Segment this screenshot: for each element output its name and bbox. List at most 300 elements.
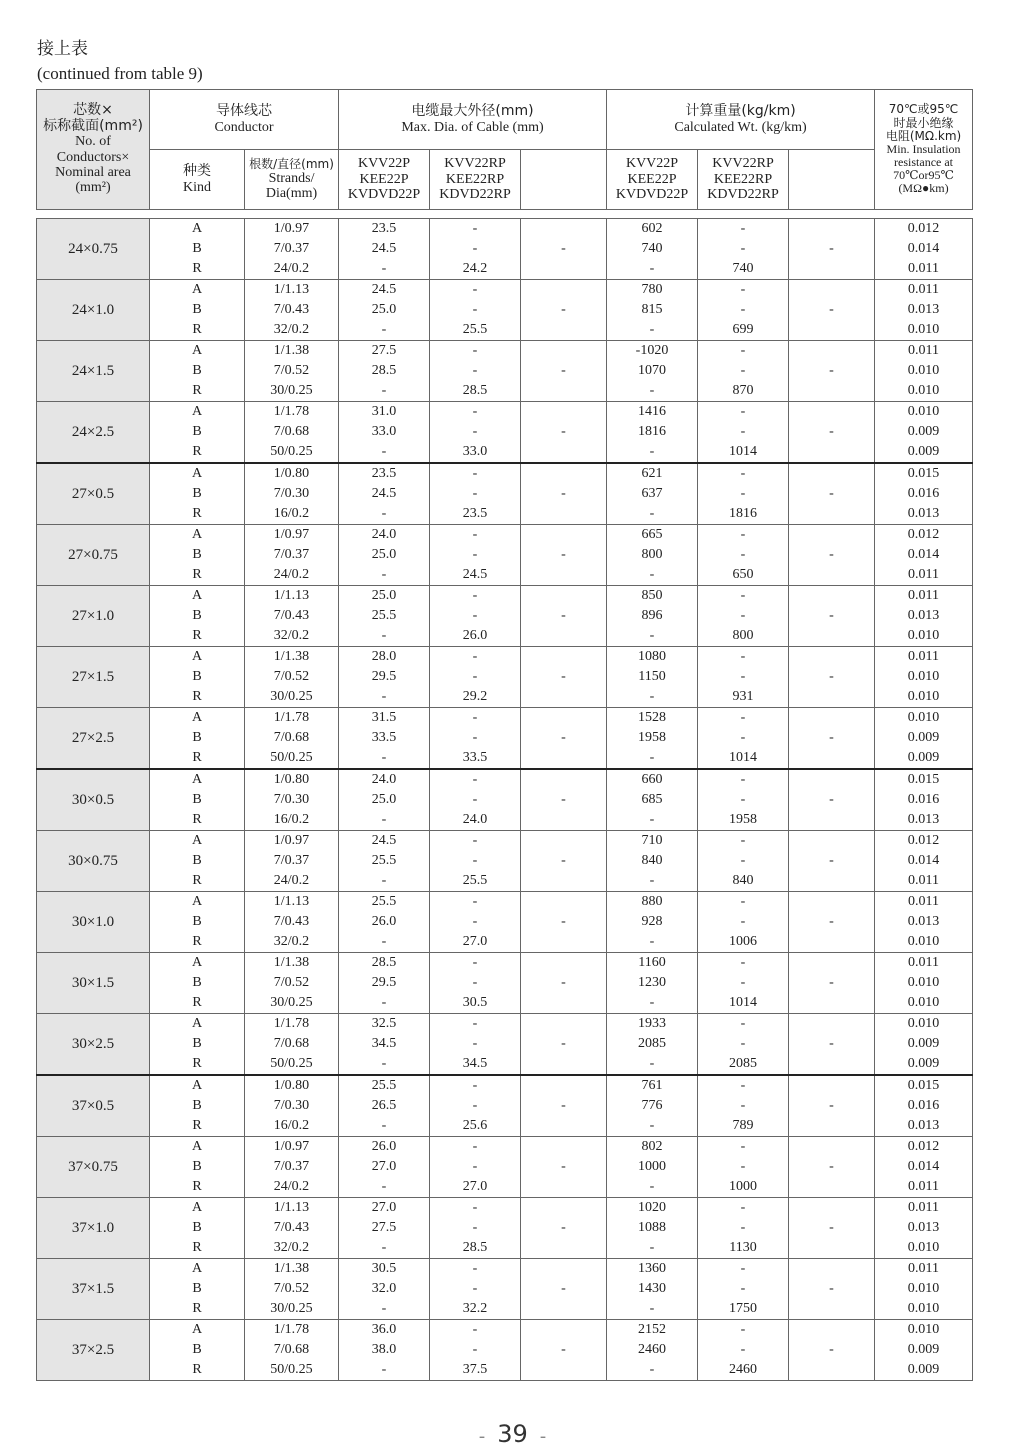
- resistance-cell-value: 0.009: [907, 1056, 940, 1071]
- table-row: [37, 831, 973, 892]
- resistance-cell-value: 0.010: [907, 1281, 940, 1296]
- wt-rp-cell-value: 1014: [729, 995, 757, 1010]
- wt-rp-cell-value: 650: [732, 567, 754, 582]
- wt-rp-cell-value: -: [740, 547, 746, 562]
- strands-cell-value: 32/0.2: [273, 1240, 310, 1255]
- resistance-cell-value: 0.010: [907, 1322, 940, 1337]
- dia-rp-cell-value: -: [472, 975, 478, 990]
- wt-blank-cell: -: [789, 831, 875, 892]
- kind-cell: [150, 647, 245, 708]
- wt-p-cell: [607, 831, 698, 892]
- kind-cell-value: A: [191, 1078, 203, 1093]
- wt-p-cell-value: 1933: [638, 1016, 666, 1031]
- dia-rp-cell-value: 28.5: [462, 1240, 488, 1255]
- dia-rp-cell-value: -: [472, 1261, 478, 1276]
- kind-cell-value: A: [191, 1200, 203, 1215]
- strands-cell-value: 32/0.2: [273, 322, 310, 337]
- dia-blank-cell: -: [521, 831, 607, 892]
- strands-cell: [245, 280, 339, 341]
- kind-cell-value: B: [192, 241, 202, 256]
- dia-p-cell-value: 26.0: [371, 1139, 397, 1154]
- resistance-cell-value: 0.010: [907, 689, 940, 704]
- wt-p-cell-value: -: [649, 1179, 655, 1194]
- dia-rp-cell-value: -: [472, 302, 478, 317]
- dia-p-cell-value: -: [381, 444, 387, 459]
- resistance-cell-value: 0.009: [907, 750, 940, 765]
- resistance-cell: [875, 525, 973, 586]
- resistance-cell-value: 0.009: [907, 1036, 940, 1051]
- wt-rp-cell-value: -: [740, 1200, 746, 1215]
- wt-blank-cell: -: [789, 463, 875, 525]
- wt-p-cell: [607, 953, 698, 1014]
- dia-p-cell-value: -: [381, 261, 387, 276]
- resistance-cell-value: 0.010: [907, 934, 940, 949]
- dia-rp-cell-value: -: [472, 833, 478, 848]
- dia-p-cell-value: -: [381, 934, 387, 949]
- dia-p-cell-value: 25.0: [371, 547, 397, 562]
- wt-p-cell-value: -: [649, 383, 655, 398]
- dia-p-cell-value: 24.0: [371, 772, 397, 787]
- wt-rp-cell-value: -: [740, 914, 746, 929]
- resistance-cell-value: 0.010: [907, 995, 940, 1010]
- resistance-cell-value: 0.012: [907, 527, 940, 542]
- dia-blank-cell: -: [521, 647, 607, 708]
- kind-cell-value: A: [191, 833, 203, 848]
- table-row: [37, 1198, 973, 1259]
- size-cell: 30×0.5: [37, 769, 150, 831]
- strands-cell-value: 32/0.2: [273, 628, 310, 643]
- table-row: [37, 1014, 973, 1076]
- dia-rp-cell-value: 29.2: [462, 689, 488, 704]
- strands-cell-value: 7/0.43: [273, 608, 310, 623]
- resistance-cell-value: 0.011: [908, 343, 939, 358]
- dia-p-cell: [339, 1137, 430, 1198]
- kind-cell: [150, 831, 245, 892]
- resistance-cell-value: 0.010: [907, 1016, 940, 1031]
- strands-cell-value: 1/0.97: [273, 221, 310, 236]
- dia-blank-cell: -: [521, 1137, 607, 1198]
- size-cell: 37×0.75: [37, 1137, 150, 1198]
- table-header: [36, 89, 973, 210]
- dia-rp-cell: [430, 402, 521, 464]
- strands-cell-value: 32/0.2: [273, 934, 310, 949]
- wt-p-cell-value: -: [649, 1240, 655, 1255]
- dia-rp-cell-value: -: [472, 343, 478, 358]
- wt-blank-cell: -: [789, 525, 875, 586]
- kind-cell-value: A: [191, 955, 203, 970]
- wt-rp-cell-value: -: [740, 730, 746, 745]
- dia-blank-cell: -: [521, 1198, 607, 1259]
- wt-p-cell: [607, 1259, 698, 1320]
- dia-rp-cell: [430, 769, 521, 831]
- dia-p-cell: [339, 831, 430, 892]
- strands-cell-value: 1/1.78: [273, 1016, 310, 1031]
- dia-rp-cell-value: 25.5: [462, 873, 488, 888]
- wt-p-cell-value: -: [649, 689, 655, 704]
- kind-cell-value: R: [192, 1056, 202, 1071]
- kind-cell: [150, 402, 245, 464]
- kind-header: 种类 Kind: [150, 150, 245, 210]
- wt-p-cell-value: 815: [641, 302, 663, 317]
- strands-cell-value: 30/0.25: [270, 995, 313, 1010]
- kind-cell-value: B: [192, 363, 202, 378]
- kind-cell-value: B: [192, 914, 202, 929]
- dia-rp-cell-value: 27.0: [462, 1179, 488, 1194]
- strands-cell-value: 1/0.80: [273, 1078, 310, 1093]
- wt-p-cell-value: -: [649, 261, 655, 276]
- resistance-cell-value: 0.010: [907, 710, 940, 725]
- resistance-cell-value: 0.011: [908, 282, 939, 297]
- conductor-header: 导体线芯 Conductor: [150, 90, 339, 150]
- strands-cell: [245, 953, 339, 1014]
- dia-p-cell-value: 25.5: [371, 608, 397, 623]
- wt-p-cell: [607, 1198, 698, 1259]
- dia-p-cell-value: -: [381, 506, 387, 521]
- dia-p-cell: [339, 769, 430, 831]
- dia-rp-cell: [430, 1137, 521, 1198]
- dia-rp-cell: [430, 831, 521, 892]
- strands-cell-value: 1/0.80: [273, 772, 310, 787]
- wt-rp-cell-value: 870: [732, 383, 754, 398]
- resistance-cell: [875, 1259, 973, 1320]
- kind-cell-value: R: [192, 322, 202, 337]
- wt-rp-cell-value: -: [740, 343, 746, 358]
- dia-p-cell: [339, 219, 430, 280]
- wt-rp-cell: [698, 1075, 789, 1137]
- resistance-cell-value: 0.013: [907, 506, 940, 521]
- wt-rp-cell-value: -: [740, 1098, 746, 1113]
- dia-p-cell-value: 25.0: [371, 588, 397, 603]
- resistance-cell-value: 0.011: [908, 1179, 939, 1194]
- wt-rp-cell-value: -: [740, 282, 746, 297]
- dia-p-cell-value: -: [381, 1179, 387, 1194]
- strands-cell-value: 50/0.25: [270, 750, 313, 765]
- wt-rp-cell-value: 789: [732, 1118, 754, 1133]
- resistance-cell: [875, 953, 973, 1014]
- dia-p-cell-value: 33.5: [371, 730, 397, 745]
- wt-rp-cell-value: -: [740, 608, 746, 623]
- size-cell: 24×2.5: [37, 402, 150, 464]
- wt-rp-cell: [698, 402, 789, 464]
- kind-cell: [150, 769, 245, 831]
- wt-rp-cell-value: -: [740, 486, 746, 501]
- dia-rp-cell: [430, 1075, 521, 1137]
- size-cell: 27×0.5: [37, 463, 150, 525]
- resistance-cell: [875, 402, 973, 464]
- dia-p-cell-value: 32.0: [371, 1281, 397, 1296]
- kind-cell-value: A: [191, 221, 203, 236]
- dia-rp-cell: [430, 1259, 521, 1320]
- dia-p-cell: [339, 1320, 430, 1381]
- dia-blank-cell: -: [521, 1014, 607, 1076]
- resistance-cell-value: 0.011: [908, 955, 939, 970]
- resistance-cell-value: 0.015: [907, 1078, 940, 1093]
- kind-cell-value: R: [192, 1118, 202, 1133]
- wt-rp-cell-value: -: [740, 1078, 746, 1093]
- table-row: [37, 219, 973, 280]
- strands-cell: [245, 341, 339, 402]
- wt-p-cell: [607, 402, 698, 464]
- strands-cell-value: 50/0.25: [270, 1056, 313, 1071]
- dia-p-cell-value: 25.0: [371, 792, 397, 807]
- table-row: [37, 402, 973, 464]
- wt-rp-cell-value: -: [740, 894, 746, 909]
- dia-rp-cell: [430, 1320, 521, 1381]
- wt-rp-cell-value: 2460: [729, 1362, 757, 1377]
- wt-p-cell-value: 761: [641, 1078, 663, 1093]
- strands-cell-value: 7/0.30: [273, 1098, 310, 1113]
- dia-rp-cell-value: 24.0: [462, 812, 488, 827]
- dia-rp-cell-value: 27.0: [462, 934, 488, 949]
- dia-p-cell-value: 31.5: [371, 710, 397, 725]
- wt-p-cell-value: 1070: [638, 363, 666, 378]
- kind-cell-value: A: [191, 649, 203, 664]
- dia-p-cell-value: -: [381, 689, 387, 704]
- wt-p-cell-value: -: [649, 995, 655, 1010]
- resistance-cell: [875, 219, 973, 280]
- kind-cell-value: B: [192, 1036, 202, 1051]
- dia-type-rp-header: KVV22RP KEE22RP KDVD22RP: [430, 150, 521, 210]
- dia-p-cell-value: 33.0: [371, 424, 397, 439]
- wt-rp-cell-value: -: [740, 221, 746, 236]
- dia-rp-cell-value: -: [472, 608, 478, 623]
- wt-p-cell-value: -: [649, 1362, 655, 1377]
- resistance-cell-value: 0.013: [907, 812, 940, 827]
- wt-type-blank-header: [789, 150, 875, 210]
- dia-rp-cell-value: 32.2: [462, 1301, 488, 1316]
- wt-rp-cell: [698, 769, 789, 831]
- strands-cell-value: 7/0.37: [273, 1159, 310, 1174]
- resistance-cell-value: 0.010: [907, 669, 940, 684]
- wt-p-cell-value: 1230: [638, 975, 666, 990]
- strands-cell-value: 7/0.37: [273, 547, 310, 562]
- wt-p-cell-value: 850: [641, 588, 663, 603]
- dia-p-cell-value: -: [381, 1118, 387, 1133]
- strands-cell-value: 24/0.2: [273, 873, 310, 888]
- resistance-cell: [875, 892, 973, 953]
- wt-p-cell-value: 665: [641, 527, 663, 542]
- dia-rp-cell-value: -: [472, 1159, 478, 1174]
- wt-p-cell: [607, 280, 698, 341]
- dia-p-cell: [339, 1075, 430, 1137]
- dia-rp-cell-value: -: [472, 1016, 478, 1031]
- kind-cell-value: B: [192, 1159, 202, 1174]
- resistance-cell-value: 0.013: [907, 914, 940, 929]
- kind-cell: [150, 708, 245, 770]
- wt-rp-cell-value: -: [740, 853, 746, 868]
- wt-blank-cell: -: [789, 341, 875, 402]
- wt-p-cell-value: -: [649, 934, 655, 949]
- kind-cell: [150, 1259, 245, 1320]
- dia-p-cell-value: 36.0: [371, 1322, 397, 1337]
- dia-p-cell: [339, 1259, 430, 1320]
- dia-blank-cell: -: [521, 463, 607, 525]
- wt-p-cell-value: 1816: [638, 424, 666, 439]
- caption-en: (continued from table 9): [37, 64, 203, 83]
- dia-rp-cell: [430, 1014, 521, 1076]
- wt-p-cell-value: -: [649, 567, 655, 582]
- size-cell: 37×1.0: [37, 1198, 150, 1259]
- dia-rp-cell-value: -: [472, 1078, 478, 1093]
- table-row: [37, 708, 973, 770]
- strands-cell-value: 7/0.68: [273, 1342, 310, 1357]
- dia-p-cell-value: 25.5: [371, 853, 397, 868]
- table-row: [37, 769, 973, 831]
- wt-p-cell-value: 2085: [638, 1036, 666, 1051]
- wt-rp-cell-value: 1130: [729, 1240, 757, 1255]
- wt-rp-cell-value: -: [740, 466, 746, 481]
- dia-p-cell-value: -: [381, 812, 387, 827]
- wt-blank-cell: -: [789, 1320, 875, 1381]
- kind-cell-value: A: [191, 772, 203, 787]
- wt-p-cell-value: -: [649, 1301, 655, 1316]
- table-row: [37, 341, 973, 402]
- dia-rp-cell-value: -: [472, 894, 478, 909]
- strands-cell-value: 16/0.2: [273, 1118, 310, 1133]
- wt-rp-cell-value: 740: [732, 261, 754, 276]
- page-number: - 39 -: [478, 1420, 547, 1448]
- dia-rp-cell-value: 34.5: [462, 1056, 488, 1071]
- kind-cell: [150, 586, 245, 647]
- wt-blank-cell: -: [789, 1014, 875, 1076]
- dia-p-cell-value: 31.0: [371, 404, 397, 419]
- strands-cell: [245, 219, 339, 280]
- wt-rp-cell-value: -: [740, 588, 746, 603]
- wt-blank-cell: -: [789, 769, 875, 831]
- table-body: [36, 218, 973, 1381]
- dia-rp-cell: [430, 953, 521, 1014]
- resistance-cell-value: 0.010: [907, 628, 940, 643]
- dia-p-cell-value: -: [381, 873, 387, 888]
- dia-blank-cell: -: [521, 219, 607, 280]
- weight-header: 计算重量(kg/km) Calculated Wt. (kg/km): [607, 90, 875, 150]
- resistance-cell: [875, 1014, 973, 1076]
- kind-cell-value: B: [192, 608, 202, 623]
- wt-rp-cell: [698, 647, 789, 708]
- kind-cell-value: R: [192, 1362, 202, 1377]
- size-cell: 30×1.5: [37, 953, 150, 1014]
- strands-cell-value: 7/0.37: [273, 241, 310, 256]
- kind-cell-value: R: [192, 812, 202, 827]
- dia-rp-cell: [430, 586, 521, 647]
- dia-p-cell-value: 28.5: [371, 363, 397, 378]
- resistance-cell-value: 0.013: [907, 302, 940, 317]
- resistance-cell: [875, 1320, 973, 1381]
- col-size-header: 芯数× 标称截面(mm²) No. of Conductors× Nominal area (mm²): [37, 90, 150, 210]
- kind-cell-value: R: [192, 567, 202, 582]
- dia-rp-cell-value: 33.0: [462, 444, 488, 459]
- dia-p-cell-value: 23.5: [371, 466, 397, 481]
- dia-p-cell: [339, 525, 430, 586]
- wt-blank-cell: -: [789, 1259, 875, 1320]
- size-cell: 24×1.5: [37, 341, 150, 402]
- dia-blank-cell: -: [521, 402, 607, 464]
- strands-cell-value: 7/0.68: [273, 1036, 310, 1051]
- wt-blank-cell: -: [789, 1075, 875, 1137]
- size-cell: 30×0.75: [37, 831, 150, 892]
- wt-p-cell-value: 637: [641, 486, 663, 501]
- size-cell: 37×2.5: [37, 1320, 150, 1381]
- wt-p-cell: [607, 586, 698, 647]
- strands-cell-value: 1/1.13: [273, 588, 310, 603]
- strands-cell-value: 7/0.37: [273, 853, 310, 868]
- caption-cn: 接上表: [37, 39, 88, 59]
- kind-cell-value: B: [192, 486, 202, 501]
- wt-p-cell-value: 1528: [638, 710, 666, 725]
- wt-p-cell: [607, 341, 698, 402]
- strands-cell-value: 1/1.78: [273, 710, 310, 725]
- resistance-cell-value: 0.009: [907, 1342, 940, 1357]
- dia-p-cell-value: -: [381, 567, 387, 582]
- dia-p-cell: [339, 1198, 430, 1259]
- dia-rp-cell-value: -: [472, 710, 478, 725]
- resistance-cell-value: 0.014: [907, 241, 940, 256]
- resistance-cell-value: 0.011: [908, 588, 939, 603]
- wt-rp-cell-value: -: [740, 1036, 746, 1051]
- strands-cell: [245, 647, 339, 708]
- wt-rp-cell-value: 1006: [729, 934, 757, 949]
- dia-p-cell-value: 28.0: [371, 649, 397, 664]
- size-cell: 27×1.0: [37, 586, 150, 647]
- resistance-header: 70℃或95℃ 时最小绝缘 电阻(MΩ.km) Min. Insulation resistance at 70℃or95℃ (MΩ●km): [875, 90, 973, 210]
- dia-rp-cell-value: -: [472, 792, 478, 807]
- dia-rp-cell-value: 25.5: [462, 322, 488, 337]
- dia-p-cell-value: 27.5: [371, 1220, 397, 1235]
- dia-rp-cell-value: -: [472, 1342, 478, 1357]
- dia-blank-cell: -: [521, 769, 607, 831]
- resistance-cell-value: 0.012: [907, 833, 940, 848]
- resistance-cell: [875, 586, 973, 647]
- wt-rp-cell: [698, 892, 789, 953]
- resistance-cell: [875, 769, 973, 831]
- table-row: [37, 953, 973, 1014]
- dia-rp-cell-value: -: [472, 547, 478, 562]
- wt-rp-cell-value: -: [740, 424, 746, 439]
- table-row: [37, 1320, 973, 1381]
- strands-cell: [245, 769, 339, 831]
- dia-p-cell: [339, 892, 430, 953]
- wt-rp-cell: [698, 280, 789, 341]
- dia-p-cell-value: 25.5: [371, 1078, 397, 1093]
- dia-p-cell: [339, 1014, 430, 1076]
- dia-p-cell: [339, 586, 430, 647]
- wt-rp-cell-value: -: [740, 1322, 746, 1337]
- resistance-cell-value: 0.011: [908, 1261, 939, 1276]
- dia-rp-cell-value: -: [472, 527, 478, 542]
- dia-p-cell: [339, 708, 430, 770]
- wt-rp-cell-value: -: [740, 772, 746, 787]
- wt-rp-cell-value: -: [740, 1139, 746, 1154]
- strands-cell-value: 7/0.43: [273, 914, 310, 929]
- wt-p-cell-value: 780: [641, 282, 663, 297]
- dia-rp-cell-value: 24.2: [462, 261, 488, 276]
- kind-cell-value: R: [192, 750, 202, 765]
- strands-cell-value: 1/1.13: [273, 894, 310, 909]
- dia-rp-cell-value: -: [472, 1098, 478, 1113]
- wt-p-cell: [607, 463, 698, 525]
- dia-rp-cell: [430, 463, 521, 525]
- wt-p-cell-value: 840: [641, 853, 663, 868]
- wt-p-cell: [607, 219, 698, 280]
- wt-rp-cell-value: -: [740, 649, 746, 664]
- strands-cell-value: 30/0.25: [270, 689, 313, 704]
- resistance-cell-value: 0.009: [907, 730, 940, 745]
- strands-cell: [245, 1198, 339, 1259]
- dia-rp-cell-value: 23.5: [462, 506, 488, 521]
- dia-p-cell-value: 27.0: [371, 1200, 397, 1215]
- resistance-cell: [875, 1075, 973, 1137]
- wt-p-cell-value: 1020: [638, 1200, 666, 1215]
